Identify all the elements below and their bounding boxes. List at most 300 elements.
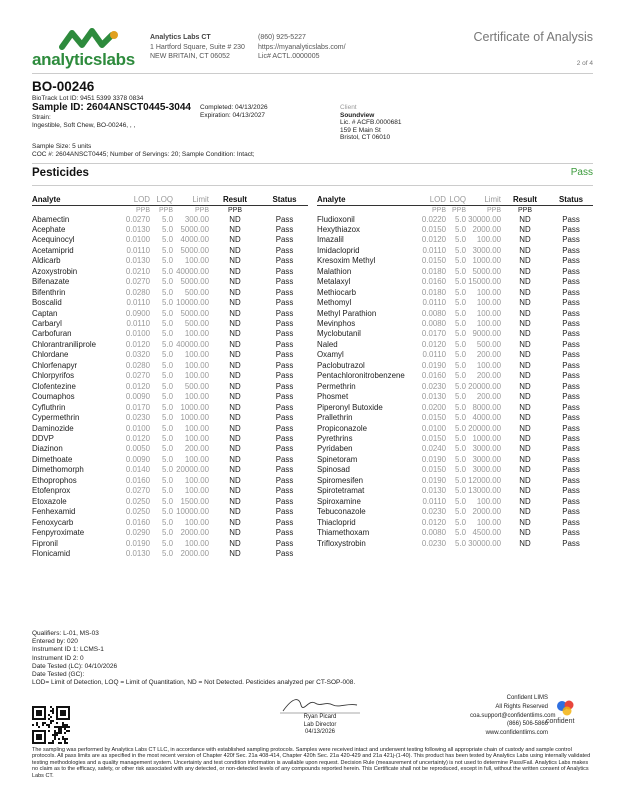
result-value: ND (229, 392, 241, 402)
loq-value: 5.0 (162, 528, 173, 538)
analyte-name: Myclobutanil (317, 329, 361, 339)
lod-value: 0.0130 (421, 486, 446, 496)
result-value: ND (519, 319, 531, 329)
limit-value: 40000.00 (176, 339, 209, 349)
signer-name: Ryan Picard (303, 714, 337, 720)
status-value: Pass (562, 413, 580, 423)
result-value: ND (519, 486, 531, 496)
limit-value: 13000.00 (468, 486, 501, 496)
table-row (317, 267, 593, 277)
lod-value: 0.0150 (421, 465, 446, 475)
limit-value: 100.00 (184, 486, 209, 496)
table-row (32, 256, 308, 266)
result-value: ND (519, 496, 531, 506)
status-value: Pass (275, 423, 294, 433)
loq-value: 5.0 (455, 371, 466, 381)
loq-value: 5.0 (162, 549, 173, 558)
loq-value: 5.0 (455, 507, 466, 517)
result-value: ND (229, 308, 241, 318)
table-row (32, 215, 308, 225)
loq-value: 5.0 (162, 214, 173, 224)
lod-value: 0.0270 (125, 486, 150, 496)
analyte-name: Spinetoram (317, 454, 358, 464)
result-value: ND (519, 350, 531, 360)
table-row (317, 507, 593, 517)
analyte-name: Carbaryl (32, 319, 62, 329)
status-value: Pass (562, 496, 580, 506)
status-value: Pass (562, 319, 580, 329)
table-row (32, 424, 308, 434)
loq-value: 5.0 (455, 496, 466, 506)
limit-value: 1500.00 (180, 496, 209, 506)
limit-value: 15000.00 (468, 277, 501, 287)
lod-value: 0.0200 (421, 402, 446, 412)
loq-value: 5.0 (162, 486, 173, 496)
status-value: Pass (275, 507, 294, 517)
table-row (32, 340, 308, 350)
status-value: Pass (275, 298, 294, 308)
result-value: ND (229, 350, 241, 360)
lod-value: 0.0080 (421, 319, 446, 329)
lab-contact (258, 33, 346, 62)
analyte-name: Permethrin (317, 381, 356, 391)
footer-note-line: Qualifiers: L-01, MS-03 (32, 630, 99, 637)
status-value: Pass (275, 538, 294, 548)
result-value: ND (519, 454, 531, 464)
unit-lod: PPB (135, 206, 150, 214)
header-status: Status (261, 195, 308, 205)
result-value: ND (229, 465, 241, 475)
qr-code[interactable] (32, 706, 70, 744)
status-value: Pass (275, 486, 294, 496)
limit-value: 1000.00 (180, 413, 209, 423)
limit-value: 100.00 (476, 360, 501, 370)
status-value: Pass (562, 350, 580, 360)
table-row (317, 340, 593, 350)
status-value: Pass (275, 224, 294, 234)
analyte-name: Spiroxamine (317, 496, 361, 506)
analyte-name: Etoxazole (32, 496, 67, 506)
client-label: Client (340, 104, 357, 111)
limit-value: 3000.00 (472, 454, 501, 464)
unit-spacer (32, 205, 118, 215)
table-row (32, 267, 308, 277)
limit-value: 3000.00 (472, 245, 501, 255)
result-value: ND (229, 298, 241, 308)
table-row (317, 413, 593, 423)
analyte-name: Etofenprox (32, 486, 71, 496)
footer-note-line: Entered by: 020 (32, 638, 78, 646)
loq-value: 5.0 (162, 517, 173, 527)
result-value: ND (519, 413, 531, 423)
result-value: ND (229, 423, 241, 433)
limit-value: 200.00 (476, 392, 501, 402)
lod-value: 0.0080 (421, 308, 446, 318)
lod-value: 0.0190 (125, 538, 150, 548)
table-row (317, 497, 593, 507)
footer-note-line: Instrument ID 2: 0 (32, 654, 84, 662)
result-value: ND (519, 214, 531, 224)
lod-value: 0.0090 (125, 454, 150, 464)
lod-value: 0.0120 (125, 434, 150, 444)
loq-value: 5.0 (162, 350, 173, 360)
status-value: Pass (562, 486, 580, 496)
table-row (317, 403, 593, 413)
lod-value: 0.0130 (125, 549, 150, 558)
loq-value: 5.0 (162, 371, 173, 381)
result-value: ND (519, 381, 531, 391)
client-info (340, 104, 401, 142)
limit-value: 500.00 (184, 319, 209, 329)
analyte-name: Trifloxystrobin (317, 538, 366, 548)
limit-value: 100.00 (476, 496, 501, 506)
analyte-name: Aldicarb (32, 256, 61, 266)
header-result: Result (501, 195, 549, 205)
analyte-name: Pentachloronitrobenzene (317, 371, 405, 381)
qr-code-icon (32, 706, 70, 744)
status-value: Pass (562, 465, 580, 475)
header-loq: LOQ (150, 195, 173, 205)
analyte-name: Phosmet (317, 392, 349, 402)
table-row (317, 424, 593, 434)
loq-value: 5.0 (162, 277, 173, 287)
limit-value: 20000.00 (176, 465, 209, 475)
table-row (32, 507, 308, 517)
analyte-name: DDVP (32, 434, 54, 444)
lod-value: 0.0100 (125, 329, 150, 339)
loq-value: 5.0 (455, 434, 466, 444)
lod-value: 0.0180 (421, 287, 446, 297)
status-value: Pass (275, 434, 294, 444)
analyte-name: Abamectin (32, 214, 70, 224)
result-value: ND (229, 266, 241, 276)
table-row (317, 277, 593, 287)
status-value: Pass (562, 298, 580, 308)
loq-value: 5.0 (455, 214, 466, 224)
result-value: ND (519, 266, 531, 276)
section-divider-bottom (32, 185, 593, 186)
status-value: Pass (275, 465, 294, 475)
lod-value: 0.0230 (421, 538, 446, 548)
table-row (317, 518, 593, 528)
page-number: 2 of 4 (576, 60, 593, 67)
lod-value: 0.0160 (125, 475, 150, 485)
table-row (317, 392, 593, 402)
lab-license: Lic# ACTL.0000005 (258, 53, 320, 60)
limit-value: 100.00 (476, 308, 501, 318)
analyte-name: Tebuconazole (317, 507, 366, 517)
footer-notes (32, 630, 355, 687)
status-value: Pass (562, 454, 580, 464)
limit-value: 5000.00 (472, 266, 501, 276)
lod-value: 0.0190 (421, 360, 446, 370)
table-row (317, 528, 593, 538)
status-value: Pass (275, 245, 294, 255)
client-address2: Bristol, CT 06010 (340, 134, 391, 142)
analyte-name: Fenpyroximate (32, 528, 85, 538)
status-value: Pass (275, 413, 294, 423)
result-value: ND (229, 319, 241, 329)
result-value: ND (229, 329, 241, 339)
limit-value: 100.00 (184, 371, 209, 381)
loq-value: 5.0 (162, 339, 173, 349)
lod-value: 0.0270 (125, 277, 150, 287)
loq-value: 5.0 (455, 486, 466, 496)
loq-value: 5.0 (455, 517, 466, 527)
table-row (32, 528, 308, 538)
loq-value: 5.0 (455, 538, 466, 548)
status-value: Pass (275, 454, 294, 464)
analyte-name: Metalaxyl (317, 277, 351, 287)
unit-spacer (317, 205, 419, 215)
loq-value: 5.0 (455, 392, 466, 402)
status-value: Pass (562, 507, 580, 517)
table-row (317, 444, 593, 454)
status-value: Pass (562, 444, 580, 454)
result-value: ND (229, 287, 241, 297)
status-value: Pass (562, 256, 580, 266)
analyte-name: Acephate (32, 224, 66, 234)
limit-value: 500.00 (184, 287, 209, 297)
table-row (32, 350, 308, 360)
result-value: ND (229, 454, 241, 464)
result-value: ND (229, 538, 241, 548)
analyte-name: Chlorfenapyr (32, 360, 78, 370)
analyte-name: Malathion (317, 266, 352, 276)
result-value: ND (229, 413, 241, 423)
analyte-name: Piperonyl Butoxide (317, 402, 383, 412)
confident-logo-icon (555, 699, 577, 717)
unit-result: PPB (517, 206, 532, 214)
unit-spacer (549, 205, 593, 215)
table-row (317, 329, 593, 339)
status-value: Pass (275, 381, 294, 391)
status-value: Pass (275, 256, 294, 266)
limit-value: 200.00 (476, 371, 501, 381)
status-value: Pass (275, 277, 294, 287)
analyte-name: Clofentezine (32, 381, 76, 391)
result-value: ND (519, 277, 531, 287)
table-row (32, 235, 308, 245)
table-row (32, 455, 308, 465)
lod-value: 0.0190 (421, 475, 446, 485)
lims-email[interactable]: coa.support@confidentlims.com (470, 712, 556, 719)
table-row (317, 539, 593, 549)
loq-value: 5.0 (162, 235, 173, 245)
table-row (32, 549, 308, 559)
limit-value: 1000.00 (472, 434, 501, 444)
limit-value: 2000.00 (180, 549, 209, 558)
table-row (32, 309, 308, 319)
lod-value: 0.0240 (421, 444, 446, 454)
table-row (317, 319, 593, 329)
loq-value: 5.0 (162, 319, 173, 329)
lims-website[interactable]: www.confidentlims.com (485, 730, 548, 737)
result-value: ND (229, 256, 241, 266)
limit-value: 4000.00 (180, 235, 209, 245)
table-row (317, 246, 593, 256)
table-row (32, 539, 308, 549)
result-value: ND (229, 371, 241, 381)
loq-value: 5.0 (455, 319, 466, 329)
biotrack-lot: BioTrack Lot ID: 9451 5399 3378 0834 (32, 95, 144, 102)
limit-value: 100.00 (476, 319, 501, 329)
table-row (32, 371, 308, 381)
result-value: ND (519, 475, 531, 485)
header-analyte: Analyte (317, 195, 419, 205)
analyte-name: Daminozide (32, 423, 74, 433)
table-row (32, 413, 308, 423)
loq-value: 5.0 (455, 287, 466, 297)
loq-value: 5.0 (162, 475, 173, 485)
limit-value: 40000.00 (176, 266, 209, 276)
lod-value: 0.0120 (125, 381, 150, 391)
limit-value: 100.00 (476, 235, 501, 245)
limit-value: 100.00 (184, 329, 209, 339)
analyte-name: Methyl Parathion (317, 308, 377, 318)
limit-value: 10000.00 (176, 507, 209, 517)
result-value: ND (519, 308, 531, 318)
analyte-name: Acequinocyl (32, 235, 75, 245)
limit-value: 20000.00 (468, 423, 501, 433)
limit-value: 4000.00 (472, 413, 501, 423)
analyte-name: Chlorantraniliprole (32, 339, 97, 349)
lod-value: 0.0110 (126, 319, 150, 329)
limit-value: 100.00 (184, 256, 209, 266)
limit-value: 5000.00 (180, 245, 209, 255)
lod-value: 0.0120 (125, 339, 150, 349)
lod-value: 0.0230 (125, 413, 150, 423)
lod-value: 0.0150 (421, 434, 446, 444)
limit-value: 100.00 (184, 538, 209, 548)
lod-value: 0.0150 (421, 413, 446, 423)
header-result: Result (209, 195, 261, 205)
limit-value: 2000.00 (472, 224, 501, 234)
confident-wordmark: confident (546, 718, 575, 725)
analyte-name: Fipronil (32, 538, 58, 548)
limit-value: 5000.00 (180, 277, 209, 287)
loq-value: 5.0 (162, 444, 173, 454)
analyte-name: Thiamethoxam (317, 528, 370, 538)
sample-size: Sample Size: 5 units (32, 143, 92, 150)
client-license: Lic. # ACFB.0000681 (340, 119, 402, 127)
limit-value: 2000.00 (180, 528, 209, 538)
status-value: Pass (275, 496, 294, 506)
status-value: Pass (562, 266, 580, 276)
analyte-name: Fludioxonil (317, 214, 355, 224)
limit-value: 100.00 (184, 423, 209, 433)
analyte-name: Fenhexamid (32, 507, 76, 517)
lod-value: 0.0120 (421, 339, 446, 349)
lod-value: 0.0170 (421, 329, 446, 339)
lod-value: 0.0280 (125, 360, 150, 370)
lod-value: 0.0230 (421, 507, 446, 517)
loq-value: 5.0 (455, 298, 466, 308)
limit-value: 100.00 (184, 360, 209, 370)
result-value: ND (229, 507, 241, 517)
analyte-name: Paclobutrazol (317, 360, 365, 370)
analyte-name: Methomyl (317, 298, 352, 308)
lab-website[interactable]: https://myanalyticslabs.com/ (258, 43, 346, 51)
result-value: ND (519, 224, 531, 234)
strain: Strain: (32, 114, 51, 121)
table-row (32, 361, 308, 371)
loq-value: 5.0 (162, 413, 173, 423)
loq-value: 5.0 (455, 381, 466, 391)
table-row (32, 444, 308, 454)
table-row (317, 215, 593, 225)
loq-value: 5.0 (162, 287, 173, 297)
status-value: Pass (275, 329, 294, 339)
result-value: ND (519, 287, 531, 297)
result-value: ND (519, 423, 531, 433)
lod-value: 0.0100 (421, 423, 446, 433)
analyte-name: Azoxystrobin (32, 266, 78, 276)
table-row (32, 277, 308, 287)
analyte-name: Thiacloprid (317, 517, 356, 527)
section-divider-top (32, 163, 593, 164)
table-row (317, 235, 593, 245)
lod-value: 0.0290 (125, 528, 150, 538)
result-value: ND (519, 434, 531, 444)
lims-info (470, 694, 556, 738)
lod-value: 0.0180 (421, 266, 446, 276)
status-value: Pass (275, 339, 294, 349)
lod-value: 0.0050 (125, 444, 150, 454)
unit-loq: PPB (451, 206, 466, 214)
limit-value: 200.00 (476, 350, 501, 360)
result-value: ND (229, 496, 241, 506)
result-value: ND (519, 256, 531, 266)
limit-value: 2000.00 (472, 507, 501, 517)
loq-value: 5.0 (455, 224, 466, 234)
status-value: Pass (562, 528, 580, 538)
loq-value: 5.0 (455, 308, 466, 318)
result-value: ND (229, 214, 241, 224)
table-row (317, 309, 593, 319)
status-value: Pass (562, 381, 580, 391)
table-row (317, 361, 593, 371)
analyte-name: Kresoxim Methyl (317, 256, 376, 266)
status-value: Pass (275, 235, 294, 245)
status-value: Pass (275, 517, 294, 527)
analyte-name: Methiocarb (317, 287, 357, 297)
loq-value: 5.0 (455, 465, 466, 475)
result-value: ND (519, 371, 531, 381)
status-value: Pass (562, 224, 580, 234)
lod-value: 0.0320 (125, 350, 150, 360)
status-value: Pass (275, 528, 294, 538)
footer-note-line: Date Tested (GC): (32, 671, 85, 679)
status-value: Pass (562, 308, 580, 318)
header-limit: Limit (173, 195, 209, 205)
limit-value: 1000.00 (180, 402, 209, 412)
loq-value: 5.0 (162, 402, 173, 412)
analyte-name: Diazinon (32, 444, 63, 454)
expiration-date: Expiration: 04/13/2027 (200, 112, 266, 119)
analyte-name: Pyridaben (317, 444, 353, 454)
result-value: ND (229, 224, 241, 234)
table-row (32, 319, 308, 329)
status-value: Pass (562, 538, 580, 548)
result-value: ND (519, 392, 531, 402)
analyte-name: Hexythiazox (317, 224, 360, 234)
lod-value: 0.0090 (125, 392, 150, 402)
status-value: Pass (275, 549, 294, 558)
status-value: Pass (562, 277, 580, 287)
result-value: ND (229, 549, 241, 558)
table-row (32, 486, 308, 496)
